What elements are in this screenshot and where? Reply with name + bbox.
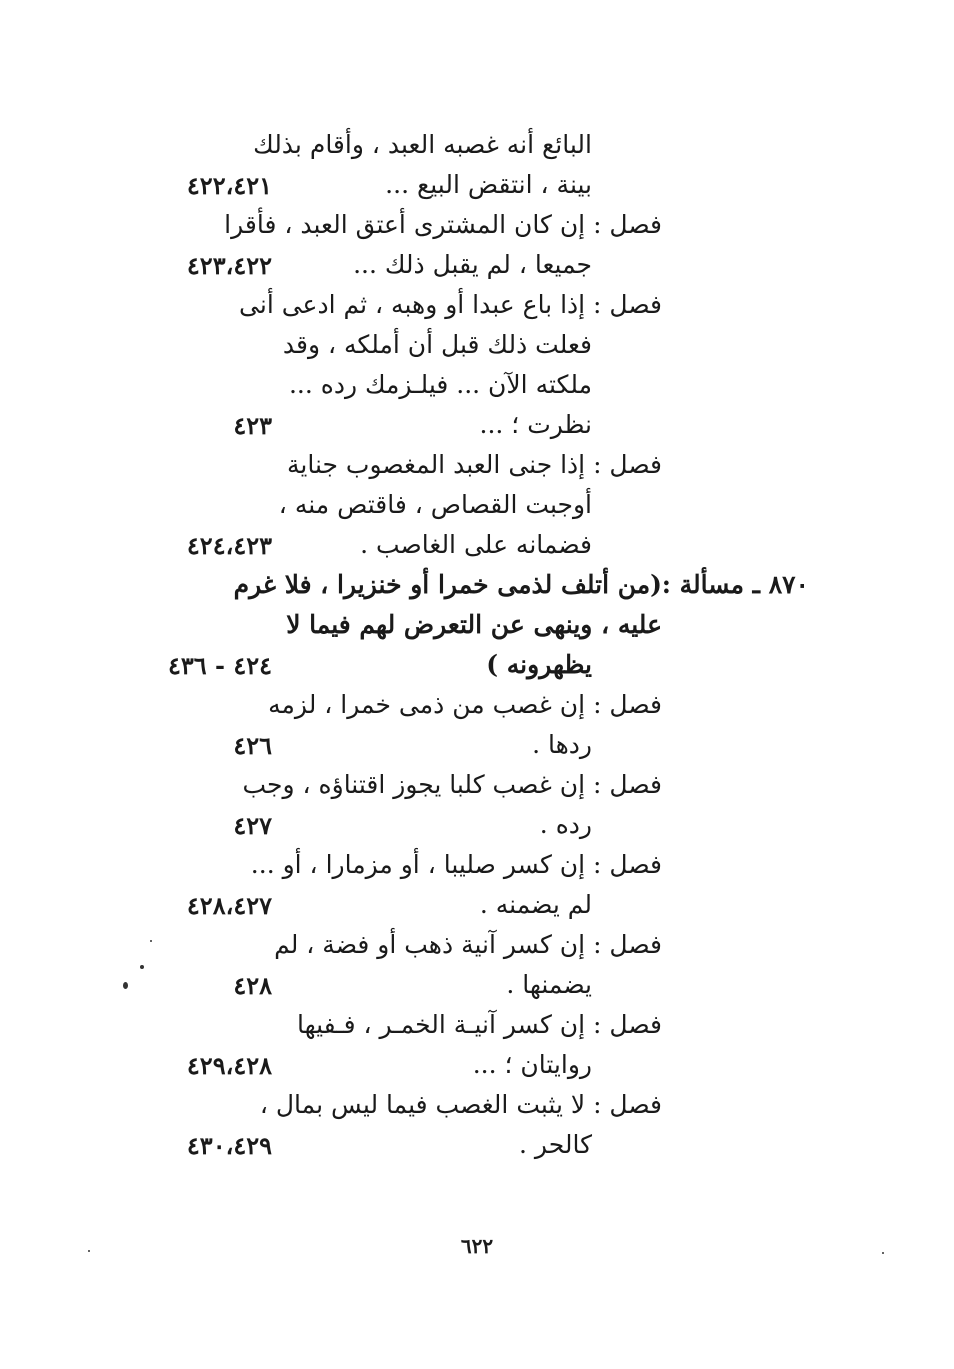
entry-text-line: فصل : إذا جنى العبد المغصوب جناية: [287, 450, 662, 479]
entry-text-line: فصل : إن كسر صليبا ، أو مزمارا ، أو ...: [250, 850, 662, 879]
entry-text-line: فعلت ذلك قبل أن أملكه ، وقد: [282, 330, 592, 359]
entry-text-line: يضمنها .: [506, 970, 592, 999]
page-number: ٦٢٢: [460, 1234, 494, 1258]
entry-page-ref: ٤٢٣،٤٢٢: [186, 251, 272, 280]
entry-text-line: فصل : إن كان المشترى أعتق العبد ، فأقرا: [224, 210, 662, 239]
entry-page-ref: ٤٢٧: [233, 811, 272, 840]
scan-speck: [123, 982, 128, 989]
scan-speck: [140, 965, 144, 969]
entry-text-line: بينة ، انتقض البيع ...: [385, 170, 592, 199]
masala-number: ٨٧٠ ـ مسألة :: [661, 570, 809, 599]
entry-text-line: رده .: [539, 810, 592, 839]
entry-text-line: فصل : إن كسر آنيـة الخمـر ، فـفيها: [296, 1010, 662, 1039]
entry-text-line: فصل : لا يثبت الغصب فيما ليس بمال ،: [259, 1090, 662, 1119]
entry-text-line: فضمانه على الغاصب .: [360, 530, 592, 559]
entry-page-ref: ٤٢٦: [233, 731, 272, 760]
entry-page-ref: ٤٢٩،٤٢٨: [186, 1051, 272, 1080]
entry-text-line: فصل : إن غصب من ذمى خمرا ، لزمه: [268, 690, 662, 719]
masala-text-line: (من أتلف لذمى خمرا أو خنزيرا ، فلا غرم: [233, 570, 662, 599]
entry-page-ref: ٤٢٣: [233, 411, 272, 440]
scan-speck: [88, 1250, 90, 1252]
entry-page-ref: ٤٢٤،٤٢٣: [186, 531, 272, 560]
entry-text-line: كالحر .: [519, 1130, 592, 1159]
entry-text-line: البائع أنه غصبه العبد ، وأقام بذلك: [253, 130, 592, 159]
entry-text-line: نظرت ؛ ...: [479, 410, 592, 439]
masala-text-line: يظهرونه ): [486, 650, 592, 679]
entry-text-line: أوجبت القصاص ، فاقتص منه ،: [278, 490, 592, 519]
entry-page-ref: ٤٢٨: [233, 971, 272, 1000]
entry-text-line: لم يضمنه .: [479, 890, 592, 919]
entry-page-ref: ٤٢٢،٤٢١: [186, 171, 272, 200]
entry-page-ref: ٤٣٠،٤٢٩: [186, 1131, 272, 1160]
entry-page-ref: ٤٢٤ - ٤٣٦: [167, 651, 272, 680]
scan-speck: [882, 1252, 884, 1254]
entry-text-line: جميعا ، لم يقبل ذلك ...: [353, 250, 592, 279]
entry-text-line: فصل : إن كسر آنية ذهب أو فضة ، لم: [274, 930, 662, 959]
entry-text-line: روايتان ؛ ...: [472, 1050, 592, 1079]
entry-text-line: ملكته الآن ... فيلـزمك رده ...: [288, 370, 592, 399]
entry-page-ref: ٤٢٨،٤٢٧: [186, 891, 272, 920]
scan-speck: [150, 940, 152, 942]
entry-text-line: ردها .: [532, 730, 592, 759]
entry-text-line: فصل : إذا باع عبدا أو وهبه ، ثم ادعى أنى: [239, 290, 662, 319]
masala-text-line: عليه ، وينهى عن التعرض لهم فيما لا: [286, 610, 662, 639]
entry-text-line: فصل : إن غصب كلبا يجوز اقتناؤه ، وجب: [242, 770, 662, 799]
